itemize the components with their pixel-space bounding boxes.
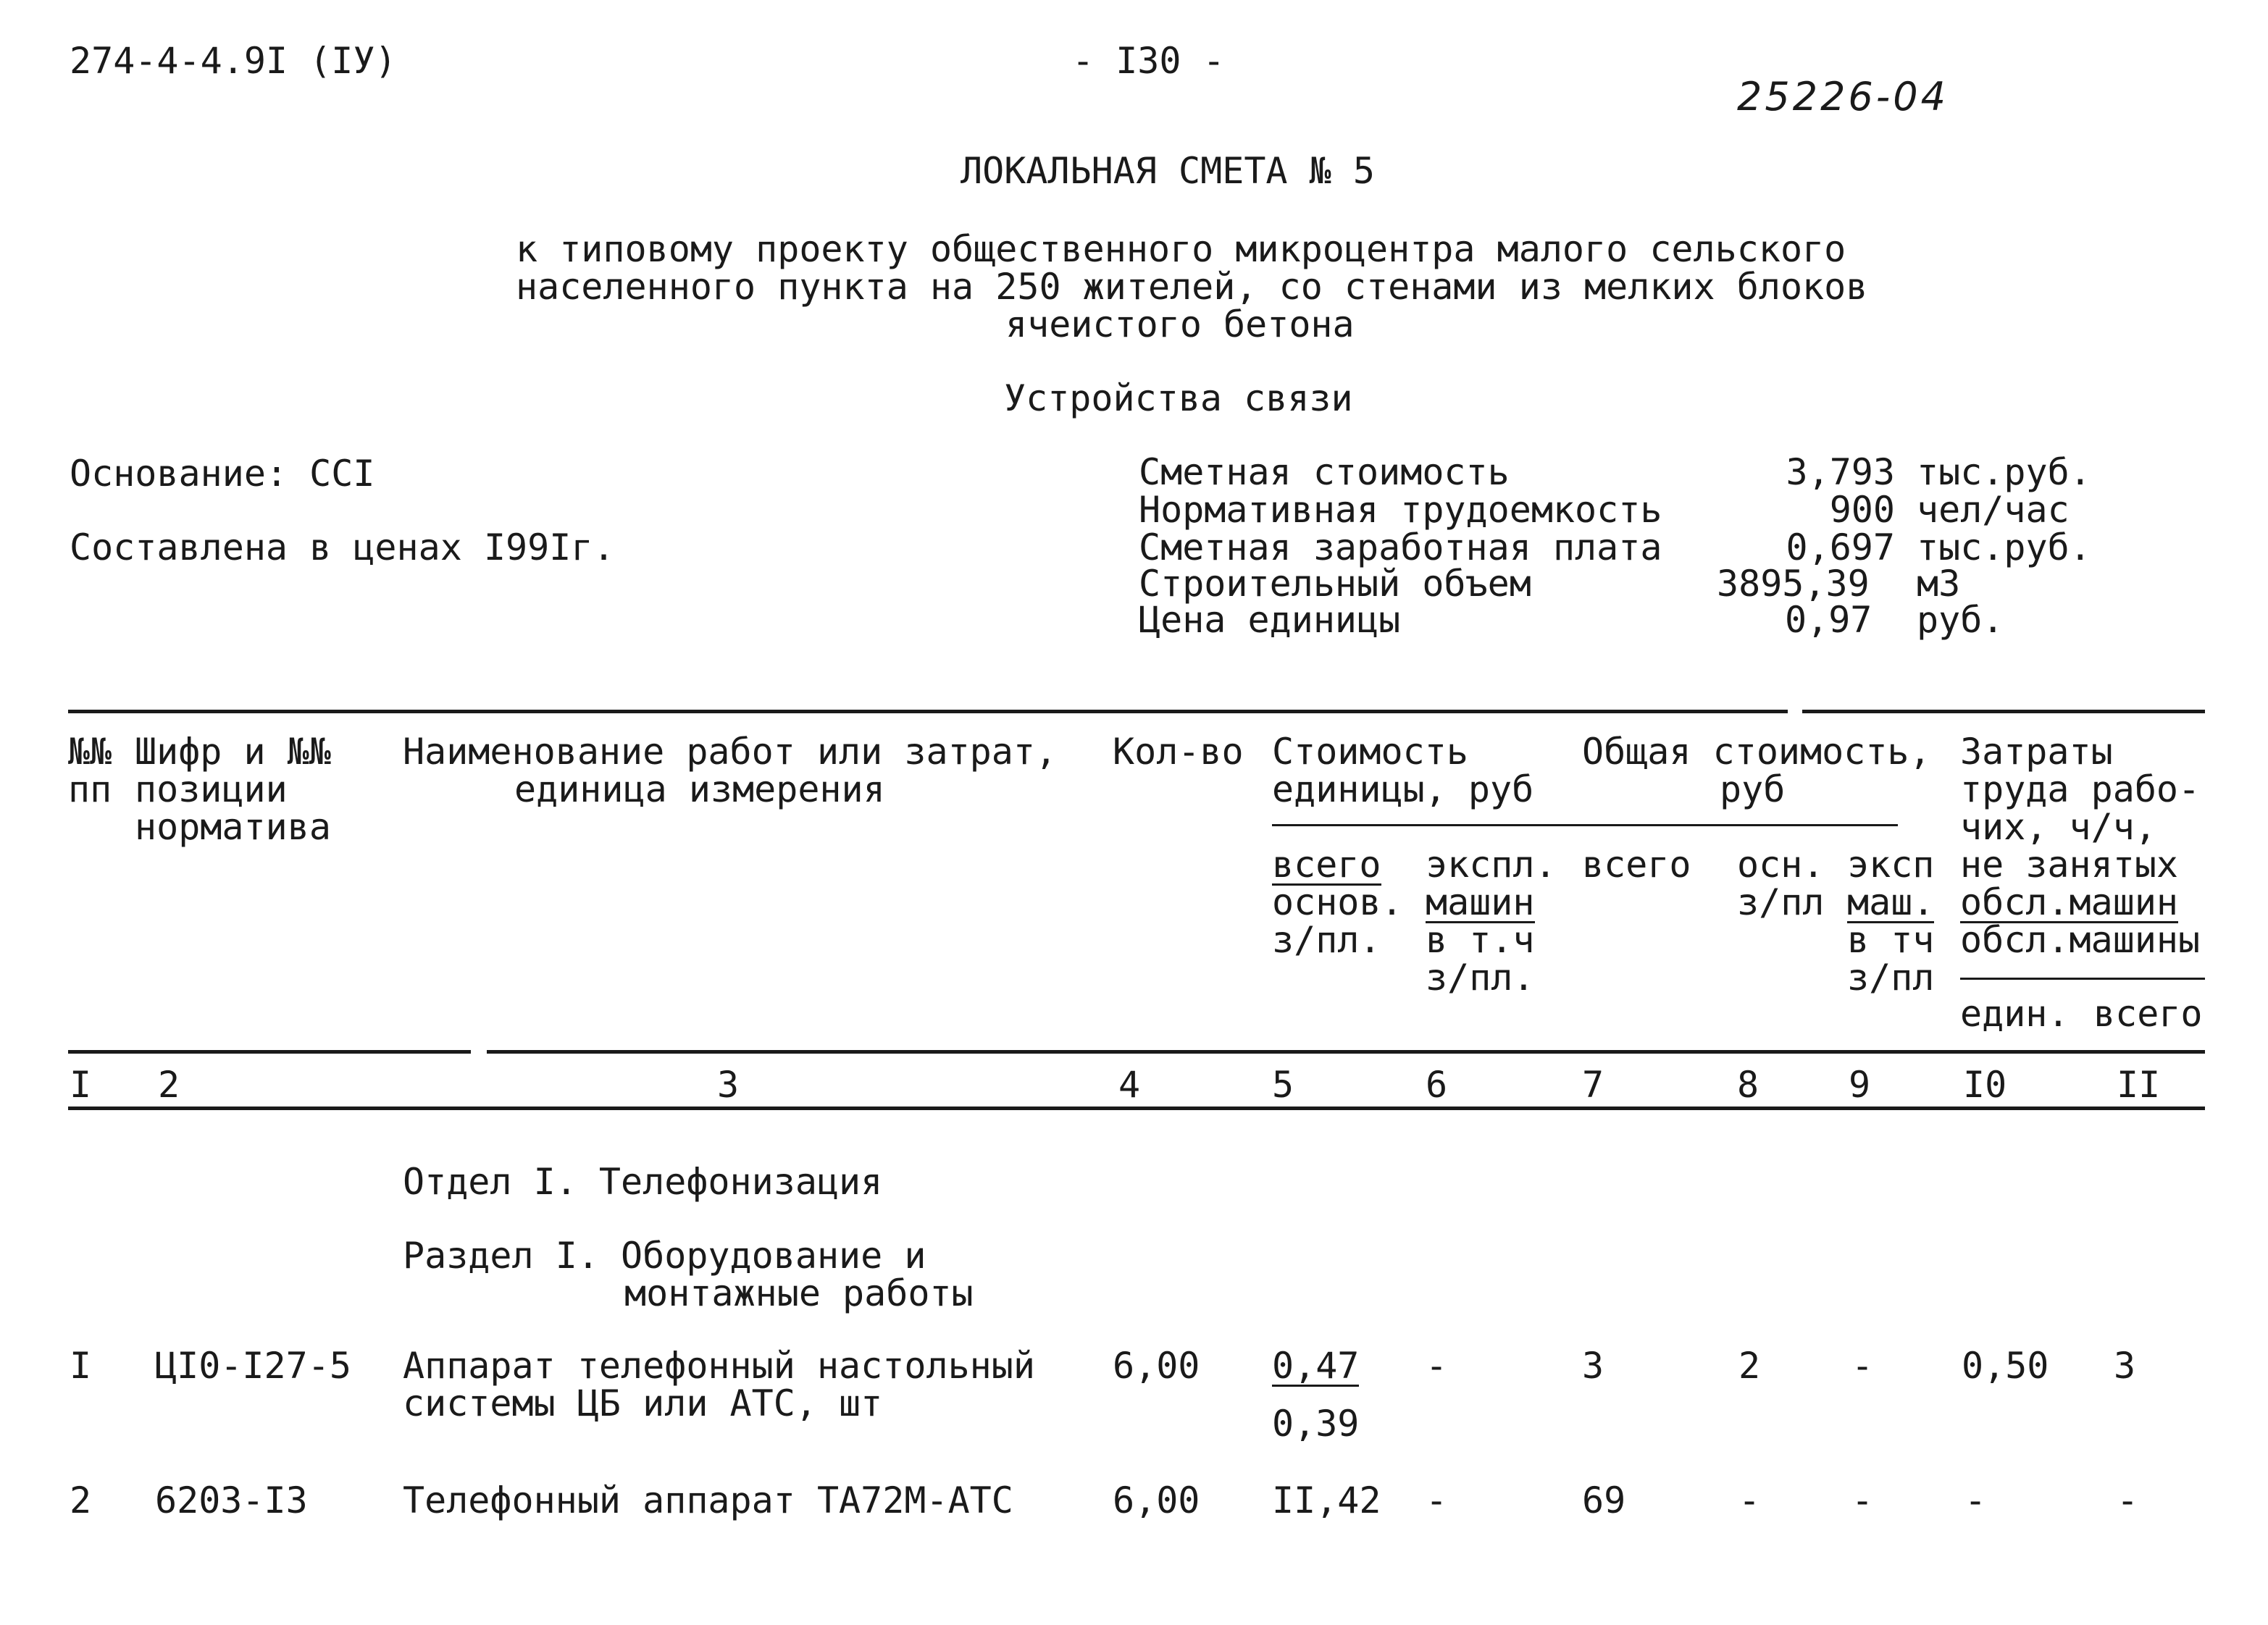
summary-unit: руб. [1917,599,2004,641]
table-top-rule [1802,710,2205,713]
row-total-mach: - [1851,1479,1874,1521]
document-code: 274-4-4.9I (IУ) [70,40,397,82]
title-line-1: к типовому проекту общественного микроцентра малого сельского [516,228,1846,270]
row-num: I [70,1345,92,1387]
row-labor-unit: 0,50 [1962,1345,2049,1387]
row-qty: 6,00 [1113,1479,1200,1521]
title-line-2: населенного пункта на 250 жителей, со стенами из мелких блоков [516,266,1868,308]
header-subrule [1960,978,2205,980]
summary-label: Сметная стоимость [1139,451,1510,493]
row-total-wage: 2 [1738,1345,1761,1387]
header-labor: чих, ч/ч, [1960,806,2156,848]
table-top-rule [68,710,1788,713]
header-total-cost: руб [1720,768,1786,810]
column-numbers-rule [68,1107,2205,1110]
column-number: I [70,1064,92,1106]
row-unit-wage: 0,39 [1272,1403,1360,1445]
row-code: 6203-I3 [155,1479,308,1521]
header-unit-total: всего [1272,844,1381,886]
header-total-mach: з/пл [1847,957,1935,999]
header-labor: не занятых [1960,844,2179,886]
column-number: 6 [1426,1064,1448,1106]
header-labor-unit: един. [1960,993,2070,1035]
summary-value: 3895,39 [1717,563,1870,605]
summary-value: 0,97 [1785,599,1872,641]
summary-value: 3,793 [1786,451,1895,493]
column-number: 5 [1272,1064,1294,1106]
header-unit-cost: Стоимость [1272,731,1468,773]
column-number: II [2117,1064,2161,1106]
header-unit-mach: в т.ч [1426,919,1535,961]
header-unit-mach: з/пл. [1426,957,1535,999]
header-total-cost: Общая стоимость, [1582,731,1931,773]
row-name: Телефонный аппарат ТА72М-АТС [403,1479,1013,1521]
column-number: 2 [158,1064,180,1106]
row-code: ЦI0-I27-5 [155,1345,351,1387]
basis-text: Основание: CCI [70,453,375,495]
header-unit-mach: экспл. [1426,844,1557,886]
header-labor: Затраты [1960,731,2113,773]
row-labor-total: 3 [2114,1345,2136,1387]
header-unit-total: основ. [1272,881,1403,923]
section-heading: Раздел I. Оборудование и [403,1235,926,1277]
row-unit-total: II,42 [1272,1479,1381,1521]
header-unit-total: з/пл. [1272,919,1381,961]
summary-value: 0,697 [1786,526,1895,568]
header-code: позиции [135,768,288,810]
header-num: пп [68,768,112,810]
row-unit-mach: - [1426,1345,1448,1387]
title-line-3: ячеистого бетона [1005,303,1355,345]
summary-value: 900 [1829,489,1895,531]
summary-label: Сметная заработная плата [1139,526,1662,568]
row-labor-unit: - [1964,1479,1987,1521]
row-labor-total: - [2117,1479,2139,1521]
header-total-mach: эксп [1847,844,1935,886]
summary-label: Строительный объем [1139,563,1531,605]
header-labor-total: всего [2093,993,2203,1035]
header-unit-mach: машин [1426,881,1535,923]
column-number: 8 [1737,1064,1759,1106]
header-total-mach: маш. [1847,881,1935,923]
summary-unit: тыс.руб. [1917,451,2091,493]
header-code: Шифр и №№ [135,731,331,773]
column-number: 7 [1582,1064,1604,1106]
header-labor: труда рабо- [1960,768,2201,810]
header-num: №№ [68,731,112,773]
header-name: Наименование работ или затрат, [403,731,1058,773]
summary-label: Цена единицы [1139,599,1401,641]
handwritten-number: 25226-04 [1737,74,1949,119]
header-labor: обсл.машины [1960,919,2201,961]
row-qty: 6,00 [1113,1345,1200,1387]
header-labor: обсл.машин [1960,881,2179,923]
row-total: 69 [1582,1479,1626,1521]
department-heading: Отдел I. Телефонизация [403,1161,883,1203]
header-total-wage: осн. [1737,844,1825,886]
header-unit-cost: единицы, руб [1272,768,1534,810]
header-total: всего [1582,844,1691,886]
prices-text: Составлена в ценах I99Iг. [70,526,615,568]
row-total-wage: - [1738,1479,1761,1521]
header-total-wage: з/пл [1737,881,1825,923]
estimate-subject: Устройства связи [1004,377,1353,419]
row-name: системы ЦБ или АТС, шт [403,1382,883,1424]
summary-unit: чел/час [1917,489,2070,531]
row-name: Аппарат телефонный настольный [403,1345,1035,1387]
row-unit-mach: - [1426,1479,1448,1521]
column-number: 4 [1118,1064,1141,1106]
column-number: 3 [717,1064,740,1106]
table-header-rule [487,1050,2205,1054]
header-name: единица измерения [514,768,885,810]
row-total: 3 [1582,1345,1604,1387]
header-total-mach: в тч [1847,919,1935,961]
column-number: I0 [1963,1064,2007,1106]
summary-unit: тыс.руб. [1917,526,2091,568]
section-heading: монтажные работы [624,1272,974,1314]
summary-unit: м3 [1917,563,1961,605]
row-num: 2 [70,1479,92,1521]
document-title: ЛОКАЛЬНАЯ СМЕТА № 5 [961,150,1375,192]
header-qty: Кол-во [1113,731,1244,773]
row-total-mach: - [1851,1345,1874,1387]
table-header-rule [68,1050,471,1054]
summary-label: Нормативная трудоемкость [1139,489,1662,531]
page-number: - I30 - [1072,40,1225,82]
column-number: 9 [1849,1064,1871,1106]
header-code: норматива [135,806,331,848]
row-unit-total: 0,47 [1272,1345,1360,1387]
header-subrule [1272,824,1898,826]
